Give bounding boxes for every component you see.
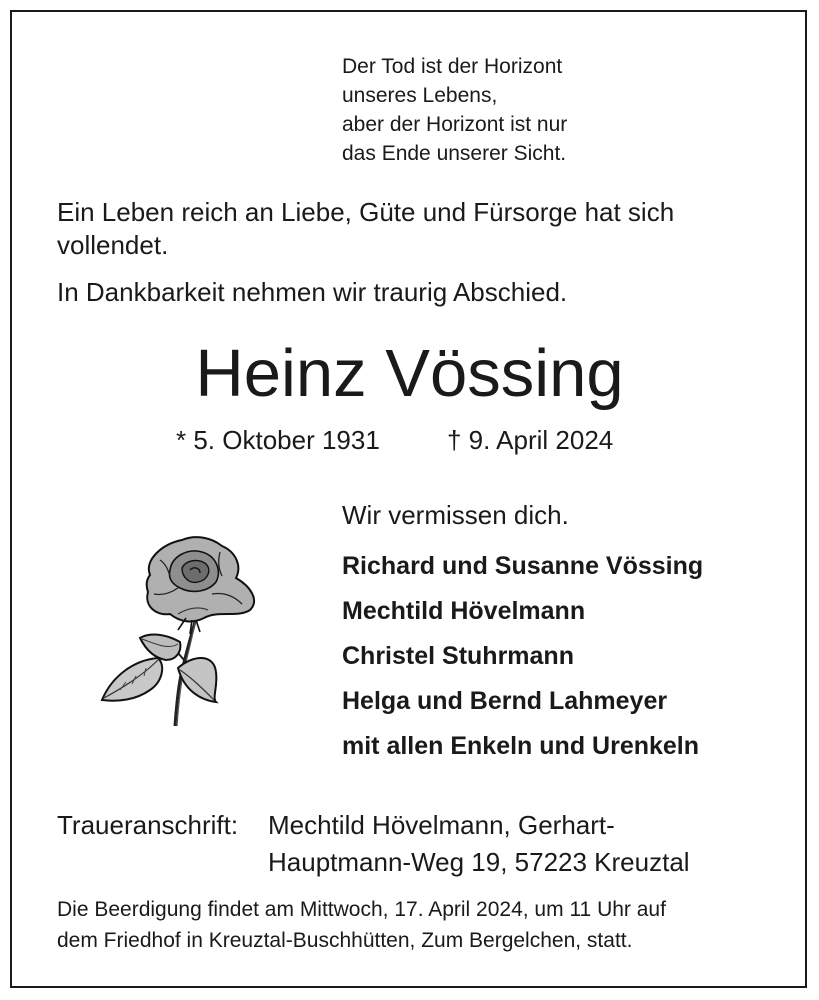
birth-date: * 5. Oktober 1931 xyxy=(176,425,380,455)
poem xyxy=(342,52,567,168)
death-date: † 9. April 2024 xyxy=(447,425,614,455)
mourner-name: Christel Stuhrmann xyxy=(342,642,574,670)
funeral-info xyxy=(57,894,666,956)
intro-text xyxy=(57,196,674,262)
funeral-line: dem Friedhof in Kreuztal-Buschhütten, Zum Bergelchen, statt. xyxy=(57,929,633,952)
poem-line: das Ende unserer Sicht. xyxy=(342,142,567,165)
mourners-list xyxy=(342,548,703,773)
address-line-1: Mechtild Hövelmann, Gerhart- xyxy=(268,810,615,840)
address-line-2: Hauptmann-Weg 19, 57223 Kreuztal xyxy=(268,847,690,877)
miss-text: Wir vermissen dich. xyxy=(342,500,569,530)
address-label: Traueranschrift: xyxy=(57,810,239,840)
intro-line: vollendet. xyxy=(57,230,169,260)
poem-line: aber der Horizont ist nur xyxy=(342,113,568,136)
poem-line: unseres Lebens, xyxy=(342,84,498,107)
funeral-line: Die Beerdigung findet am Mittwoch, 17. April 2024, um 11 Uhr auf xyxy=(57,898,666,921)
mourner-name: Helga und Bernd Lahmeyer xyxy=(342,687,668,715)
deceased-name: Heinz Vössing xyxy=(195,336,624,411)
mourner-name: Mechtild Hövelmann xyxy=(342,597,586,625)
farewell-text: In Dankbarkeit nehmen wir traurig Abschied. xyxy=(57,277,568,307)
mourner-name: Richard und Susanne Vössing xyxy=(342,552,704,580)
mourner-name: mit allen Enkeln und Urenkeln xyxy=(342,732,700,760)
intro-line: Ein Leben reich an Liebe, Güte und Fürsorge hat sich xyxy=(57,197,675,227)
poem-line: Der Tod ist der Horizont xyxy=(342,55,563,78)
rose-icon xyxy=(100,530,265,730)
